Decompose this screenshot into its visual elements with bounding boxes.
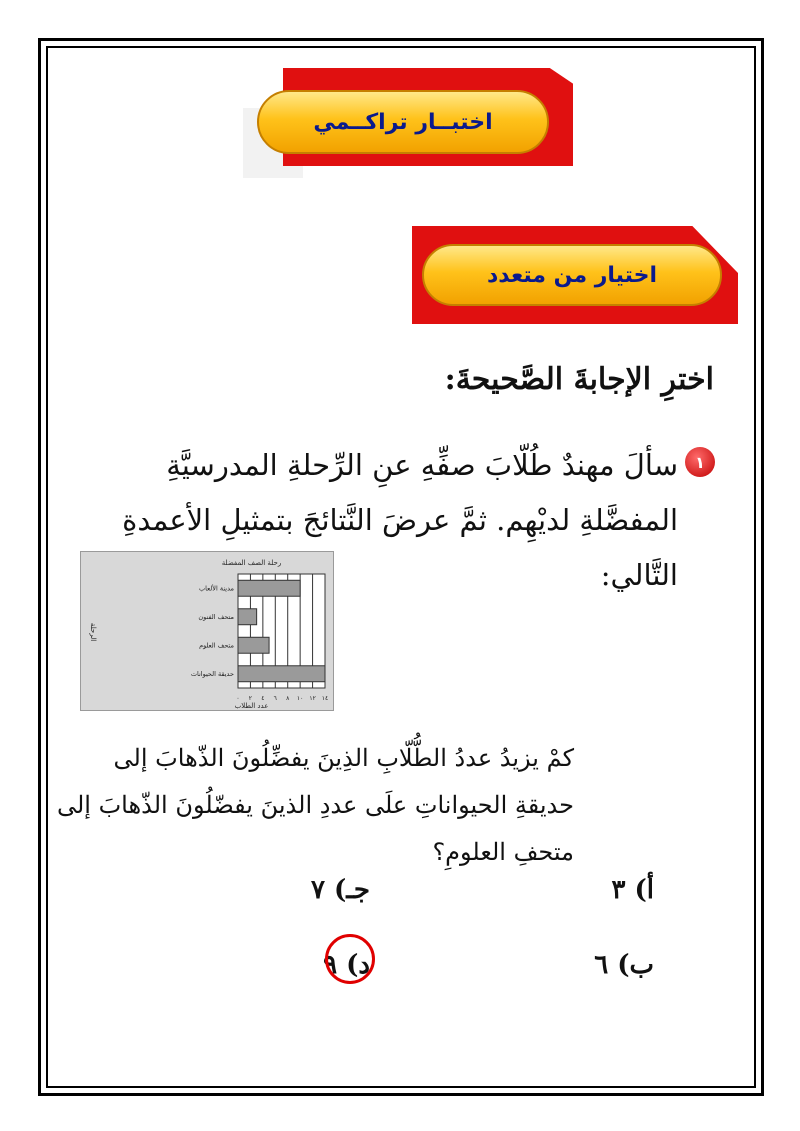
choice-a[interactable]: أ) ٣ <box>611 875 654 905</box>
x-tick-label: ٨ <box>286 695 290 702</box>
category-label: متحف العلوم <box>199 641 234 650</box>
banner-title: اختبــار تراكــمي <box>257 90 549 154</box>
x-tick-label: ٠ <box>236 695 240 702</box>
choice-c[interactable]: جـ) ٧ <box>310 875 370 905</box>
bar <box>238 637 269 653</box>
instruction-heading: اخترِ الإجابةَ الصَّحيحةَ: <box>444 362 714 397</box>
y-axis-label: الرحلة <box>89 622 97 642</box>
bar <box>238 609 257 625</box>
bar-chart <box>80 551 334 711</box>
x-tick-label: ٤ <box>261 695 265 702</box>
x-tick-label: ١٤ <box>321 695 329 702</box>
choice-b[interactable]: ب) ٦ <box>594 950 654 980</box>
choice-d[interactable]: د) ٩ <box>323 950 370 980</box>
chart-title: رحلة الصف المفضلة <box>221 559 282 567</box>
question-number-badge: ١ <box>685 447 715 477</box>
x-tick-label: ٢ <box>248 695 253 702</box>
bar <box>238 580 300 596</box>
bar <box>238 666 325 682</box>
correct-answer-circle <box>325 934 375 984</box>
x-tick-label: ٦ <box>273 695 277 702</box>
question-prompt-text: كمْ يزيدُ عددُ الطُّلّابِ الذِينَ يفضِّلُونَ الذّهابَ إلى حديقةِ الحيواناتِ علَى عددِ الذينَ يفضّلُونَ الذّهابَ إلى متحفِ العلومِ؟ <box>56 744 574 866</box>
x-axis-label: عدد الطلاب <box>234 702 269 710</box>
category-label: حديقة الحيوانات <box>190 669 234 678</box>
multiple-choice-banner <box>400 222 740 332</box>
cumulative-test-banner <box>243 68 573 178</box>
x-tick-label: ١٠ <box>296 695 304 702</box>
x-tick-label: ١٢ <box>309 695 316 702</box>
category-label: مدينة الألعاب <box>199 584 234 593</box>
banner-title: اختيار من متعدد <box>422 244 722 306</box>
question-intro-text: سألَ مهندٌ طُلّابَ صفِّهِ عنِ الرِّحلةِ المدرسيَّةِ المفضَّلةِ لديْهِم. ثمَّ عرضَ النَّتائجَ بتمثيلِ الأعمدةِ التَّالي: <box>122 448 678 592</box>
category-label: متحف الفنون <box>198 612 234 621</box>
